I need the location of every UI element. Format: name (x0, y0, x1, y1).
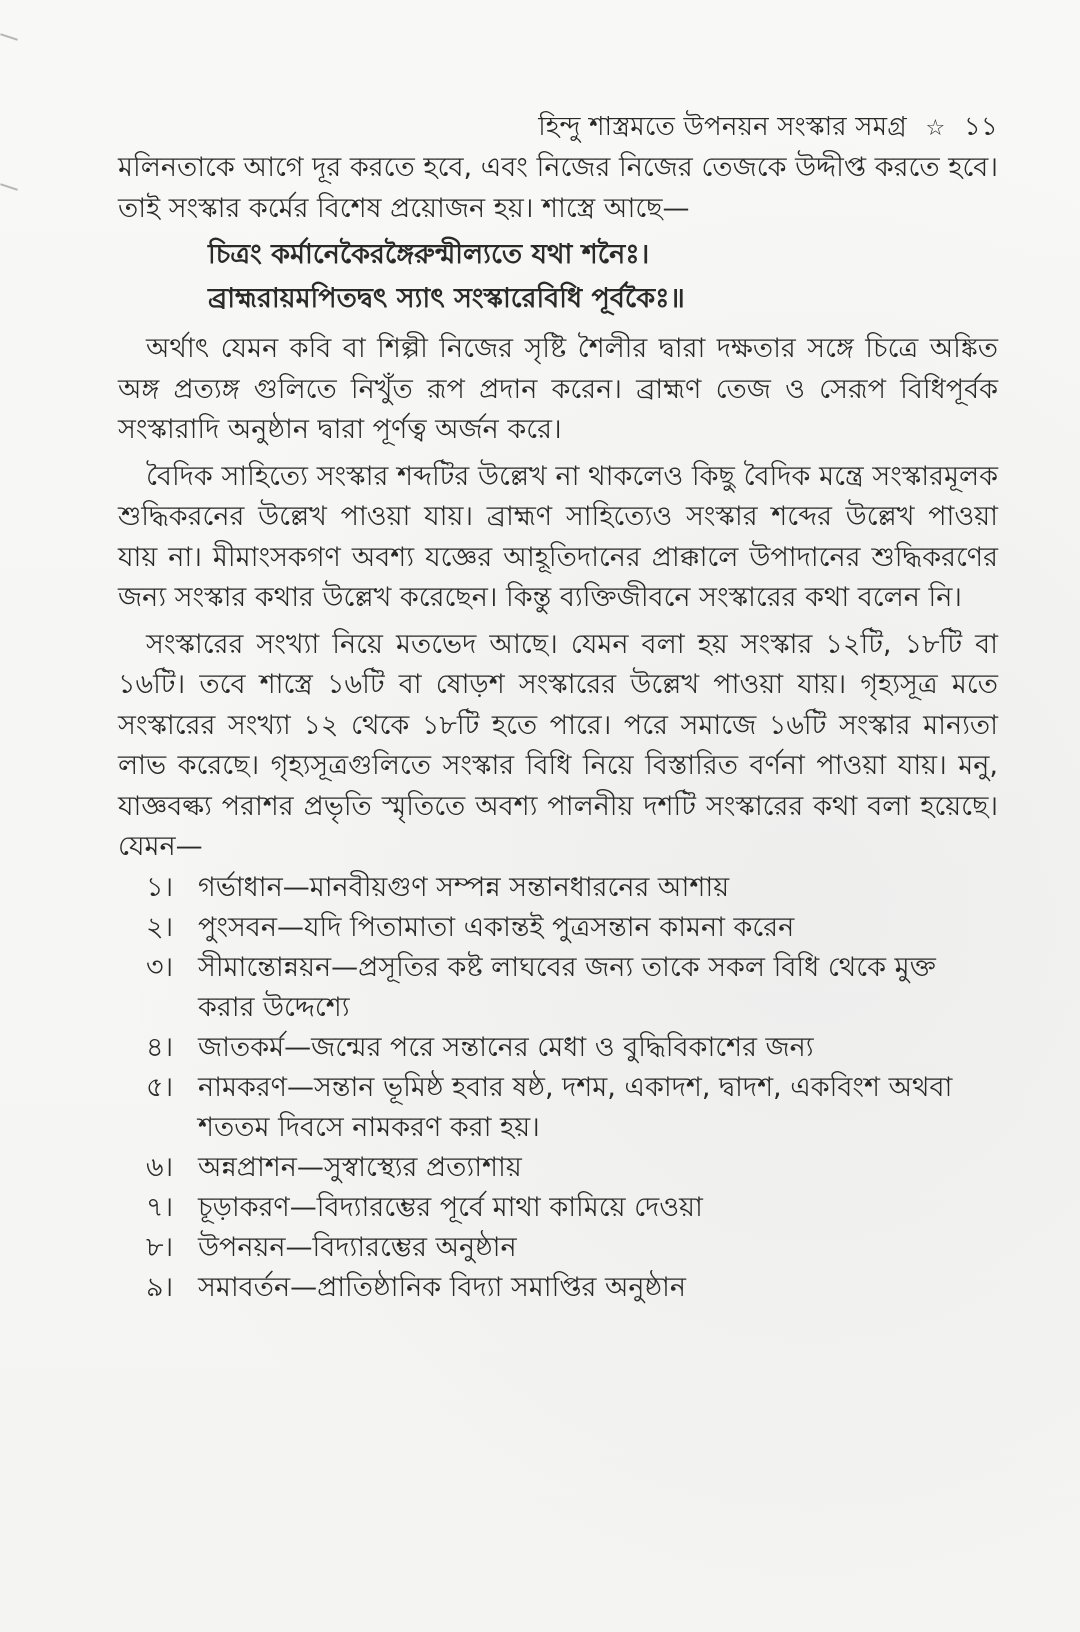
list-item-number: ৮। (146, 1231, 174, 1263)
running-header (538, 106, 998, 150)
list-item-term: নামকরণ — (198, 1072, 314, 1103)
list-item-description: মানবীয়গুণ সম্পন্ন সন্তানধারনের আশায় (309, 871, 730, 903)
list-item (146, 1268, 998, 1308)
list-item-number: ৯। (146, 1271, 174, 1303)
list-item-description: যদি পিতামাতা একান্তই পুত্রসন্তান কামনা করেন (303, 911, 795, 943)
list-item-number: ২। (146, 911, 174, 943)
sanskara-list (118, 868, 998, 1308)
scan-edge-mark (0, 33, 18, 40)
list-item-term: গর্ভাধান — (198, 872, 310, 903)
scan-edge-mark (0, 183, 18, 190)
list-item-description: প্রসূতির কষ্ট লাঘবের জন্য তাকে সকল বিধি থেকে মুক্ত করার উদ্দেশ্যে (198, 951, 936, 1023)
list-item (146, 1188, 998, 1228)
list-item-term: উপনয়ন — (198, 1232, 313, 1263)
list-item-description: সুস্বাস্থ্যের প্রত্যাশায় (323, 1151, 522, 1183)
page-number: ১১ (963, 112, 998, 142)
paragraph-3: বৈদিক সাহিত্যে সংস্কার শব্দটির উল্লেখ না থাকলেও কিছু বৈদিক মন্ত্রে সংস্কারমূলক শুদ্ধিকরনের উল্লেখ পাওয়া যায়। ব্রাহ্মণ সাহিত্যেও সংস্কার শব্দের উল্লেখ পাওয়া যায় না। মীমাংসকগণ অবশ্য যজ্ঞের আহূতিদানের প্রাক্কালে উপাদানের শুদ্ধিকরণের জন্য সংস্কার কথার উল্লেখ করেছেন। কিন্তু ব্যক্তিজীবনে সংস্কারের কথা বলেন নি। (118, 460, 998, 613)
page-body (118, 148, 998, 1308)
list-item (146, 868, 998, 908)
list-item (146, 1028, 998, 1068)
paragraph-1: মলিনতাকে আগে দূর করতে হবে, এবং নিজের নিজের তেজকে উদ্দীপ্ত করতে হবে। তাই সংস্কার কর্মের বিশেষ প্রয়োজন হয়। শাস্ত্রে আছে— (118, 152, 998, 224)
paragraph-4: সংস্কারের সংখ্যা নিয়ে মতভেদ আছে। যেমন বলা হয় সংস্কার ১২টি, ১৮টি বা ১৬টি। তবে শাস্ত্রে ১৬টি বা ষোড়শ সংস্কারের উল্লেখ পাওয়া যায়। গৃহ্যসূত্র মতে সংস্কারের সংখ্যা ১২ থেকে ১৮টি হতে পারে। পরে সমাজে ১৬টি সংস্কার মান্যতা লাভ করেছে। গৃহ্যসূত্রগুলিতে সংস্কার বিধি নিয়ে বিস্তারিত বর্ণনা পাওয়া যায়। মনু, যাজ্ঞবল্ক্য পরাশর প্রভৃতি স্মৃতিতে অবশ্য পালনীয় দশটি সংস্কারের কথা বলা হয়েছে। যেমন— (118, 628, 998, 862)
list-item-term: অন্নপ্রাশন — (198, 1152, 324, 1183)
list-item (146, 1148, 998, 1188)
list-item-number: ১। (146, 871, 174, 903)
list-item-description: বিদ্যারম্ভের পূর্বে মাথা কামিয়ে দেওয়া (316, 1191, 703, 1223)
sanskrit-verse (118, 233, 998, 321)
verse-line-1: চিত্রং কর্মানেকৈরঙ্গৈরুন্মীল্যতে যথা শনৈঃ। (208, 239, 650, 270)
list-item-description: সন্তান ভূমিষ্ঠ হবার ষষ্ঠ, দশম, একাদশ, দ্বাদশ, একবিংশ অথবা শততম দিবসে নামকরণ করা হয়। (198, 1071, 953, 1143)
list-item-term: পুংসবন — (198, 912, 304, 943)
list-item-description: প্রাতিষ্ঠানিক বিদ্যা সমাপ্তির অনুষ্ঠান (317, 1271, 686, 1303)
list-item-number: ৩। (146, 951, 174, 983)
list-item-number: ৫। (146, 1071, 174, 1103)
list-item-number: ৪। (146, 1031, 174, 1063)
list-item (146, 948, 998, 1028)
list-item (146, 1068, 998, 1148)
star-icon: ☆ (925, 116, 946, 141)
paragraph-2: অর্থাৎ যেমন কবি বা শিল্পী নিজের সৃষ্টি শৈলীর দ্বারা দক্ষতার সঙ্গে চিত্রে অঙ্কিত অঙ্গ প্রত্যঙ্গ গুলিতে নিখুঁত রূপ প্রদান করেন। ব্রাহ্মণ তেজ ও সেরূপ বিধিপূর্বক সংস্কারাদি অনুষ্ঠান দ্বারা পূর্ণত্ব অর্জন করে। (118, 333, 998, 445)
list-item (146, 908, 998, 948)
verse-line-2: ব্রাহ্মরায়মপিতদ্বৎ স্যাৎ সংস্কারেবিধি পূর্বকৈঃ॥ (208, 283, 685, 314)
list-item-term: জাতকর্ম — (198, 1032, 311, 1063)
list-item-number: ৭। (146, 1191, 174, 1223)
list-item-number: ৬। (146, 1151, 174, 1183)
list-item-description: জন্মের পরে সন্তানের মেধা ও বুদ্ধিবিকাশের জন্য (311, 1031, 814, 1063)
list-item-term: সীমান্তোন্নয়ন — (198, 952, 358, 983)
book-title: হিন্দু শাস্ত্রমতে উপনয়ন সংস্কার সমগ্র (538, 112, 907, 142)
list-item-description: বিদ্যারম্ভের অনুষ্ঠান (312, 1231, 517, 1263)
list-item-term: চূড়াকরণ — (198, 1192, 317, 1223)
list-item-term: সমাবর্তন — (198, 1272, 317, 1303)
list-item (146, 1228, 998, 1268)
